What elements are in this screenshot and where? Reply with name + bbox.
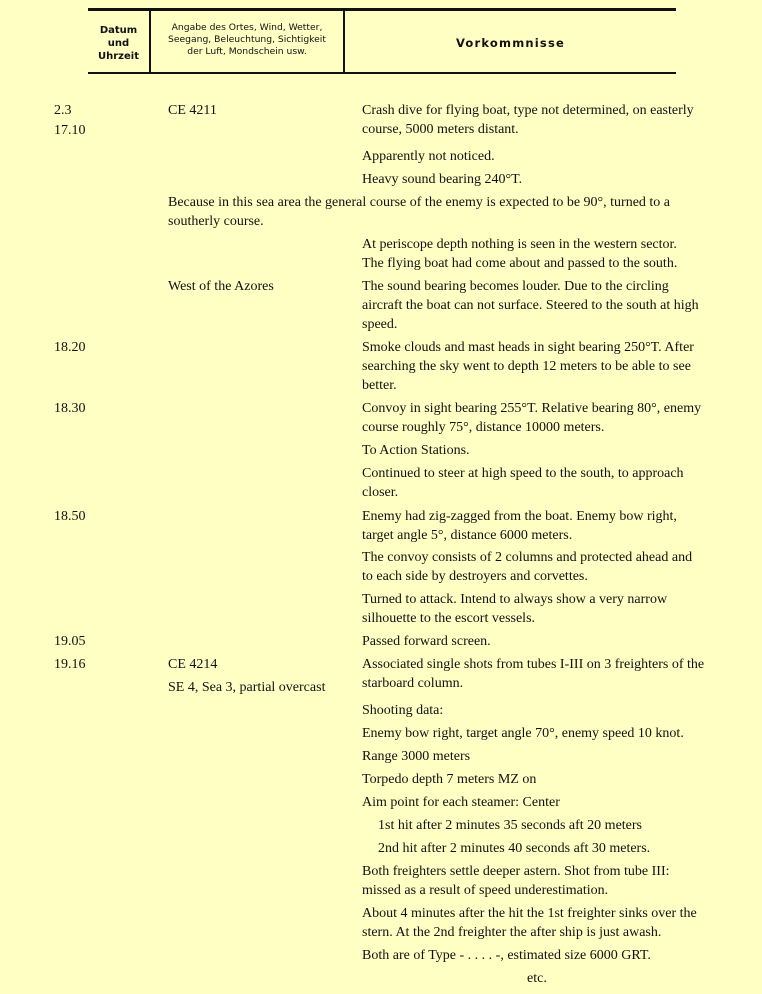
entry-event: Torpedo depth 7 meters MZ on: [362, 772, 537, 787]
entry-event: Both freighters settle deeper astern. Shot from tube III:: [362, 864, 670, 879]
entry-time: 18.30: [54, 401, 86, 416]
entry-event: Range 3000 meters: [362, 749, 471, 764]
entry-event: Crash dive for flying boat, type not determined, on easterly: [362, 103, 694, 118]
header-top-rule: [88, 8, 676, 11]
entry-time: 19.05: [54, 634, 86, 649]
entry-date: 2.3: [54, 103, 72, 118]
entry-time: 18.50: [54, 509, 86, 524]
header-date-time: [88, 24, 149, 63]
entry-time: 19.16: [54, 657, 86, 672]
entry-event: closer.: [362, 485, 399, 500]
header-location-weather: [151, 22, 343, 58]
entry-event: Shooting data:: [362, 703, 444, 718]
entry-event: 2nd hit after 2 minutes 40 seconds aft 30 meters.: [378, 841, 651, 856]
entry-event: The sound bearing becomes louder. Due to the circling: [362, 279, 669, 294]
entry-event: missed as a result of speed underestimation.: [362, 883, 609, 898]
entry-weather: SE 4, Sea 3, partial overcast: [168, 680, 326, 695]
header-text: Seegang, Beleuchtung, Sichtigkeit: [168, 34, 326, 45]
header-text: der Luft, Mondschein usw.: [187, 46, 307, 57]
entry-event: Aim point for each steamer: Center: [362, 795, 560, 810]
entry-event: to each side by destroyers and corvettes.: [362, 569, 588, 584]
entry-time: 18.20: [54, 340, 86, 355]
entry-event: stern. At the 2nd freighter the after ship is just awash.: [362, 925, 662, 940]
entry-event: At periscope depth nothing is seen in the western sector.: [362, 237, 677, 252]
entry-event: 1st hit after 2 minutes 35 seconds aft 20 meters: [378, 818, 642, 833]
entry-position: CE 4211: [168, 103, 217, 118]
header-bottom-rule: [88, 72, 676, 74]
entry-event: Convoy in sight bearing 255°T. Relative bearing 80°, enemy: [362, 401, 702, 416]
log-header: [88, 8, 676, 78]
entry-event: Continued to steer at high speed to the south, to approach: [362, 466, 684, 481]
entry-event: Associated single shots from tubes I-III on 3 freighters of the: [362, 657, 705, 672]
header-text: Uhrzeit: [98, 51, 139, 62]
entry-event-wide: Because in this sea area the general course of the enemy is expected to be 90°, turned to a: [168, 195, 671, 210]
entry-position: CE 4214: [168, 657, 218, 672]
entry-event: target angle 5°, distance 6000 meters.: [362, 528, 573, 543]
entry-event: The flying boat had come about and passed to the south.: [362, 256, 678, 271]
entry-event-wide: southerly course.: [168, 214, 264, 229]
entry-event: Both are of Type - . . . . -, estimated size 6000 GRT.: [362, 948, 651, 963]
header-text: und: [107, 38, 130, 49]
header-text: Datum: [99, 25, 138, 36]
entry-event: speed.: [362, 317, 398, 332]
entry-event: etc.: [527, 971, 547, 986]
entry-event: course roughly 75°, distance 10000 meters.: [362, 420, 605, 435]
entry-event: Heavy sound bearing 240°T.: [362, 172, 523, 187]
entry-event: searching the sky went to depth 12 meters to be able to see: [362, 359, 691, 374]
entry-event: starboard column.: [362, 676, 464, 691]
entry-event: Enemy bow right, target angle 70°, enemy speed 10 knot.: [362, 726, 684, 741]
entry-event: aircraft the boat can not surface. Steered to the south at high: [362, 298, 699, 313]
entry-event: About 4 minutes after the hit the 1st freighter sinks over the: [362, 906, 697, 921]
entry-time: 17.10: [54, 123, 86, 138]
header-text: Angabe des Ortes, Wind, Wetter,: [171, 22, 323, 33]
entry-event: Smoke clouds and mast heads in sight bearing 250°T. After: [362, 340, 694, 355]
entry-position: West of the Azores: [168, 279, 274, 294]
entry-event: Turned to attack. Intend to always show a very narrow: [362, 592, 668, 607]
header-events: Vorkommnisse: [455, 36, 566, 50]
entry-event: To Action Stations.: [362, 443, 470, 458]
entry-event: better.: [362, 378, 397, 393]
entry-event: silhouette to the escort vessels.: [362, 611, 536, 626]
entry-event: Enemy had zig-zagged from the boat. Enemy bow right,: [362, 509, 677, 524]
entry-event: Passed forward screen.: [362, 634, 491, 649]
entry-event: course, 5000 meters distant.: [362, 122, 519, 137]
entry-event: Apparently not noticed.: [362, 149, 495, 164]
entry-event: The convoy consists of 2 columns and protected ahead and: [362, 550, 693, 565]
